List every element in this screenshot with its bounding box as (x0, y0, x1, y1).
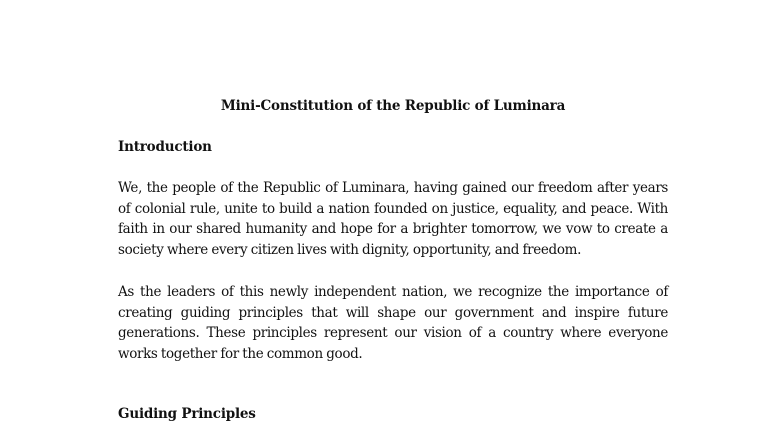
document-title: Mini-Constitution of the Republic of Luminara (220, 98, 566, 114)
section-heading-guiding-principles: Guiding Principles (118, 406, 256, 422)
introduction-paragraph-1: We, the people of the Republic of Luminara, having gained our freedom after years of colonial rule, unite to build a nation founded on justice, equality, and peace. With faith in our shared humanity and hope for a brighter tomorrow, we vow to create a society where every citizen lives with dignity, opportunity, and freedom. (118, 180, 668, 258)
section-heading-introduction: Introduction (118, 139, 212, 155)
introduction-paragraph-2: As the leaders of this newly independent nation, we recognize the importance of creating guiding principles that will shape our government and inspire future generations. These principles represent our vision of a country where everyone works together for the common good. (118, 284, 668, 362)
